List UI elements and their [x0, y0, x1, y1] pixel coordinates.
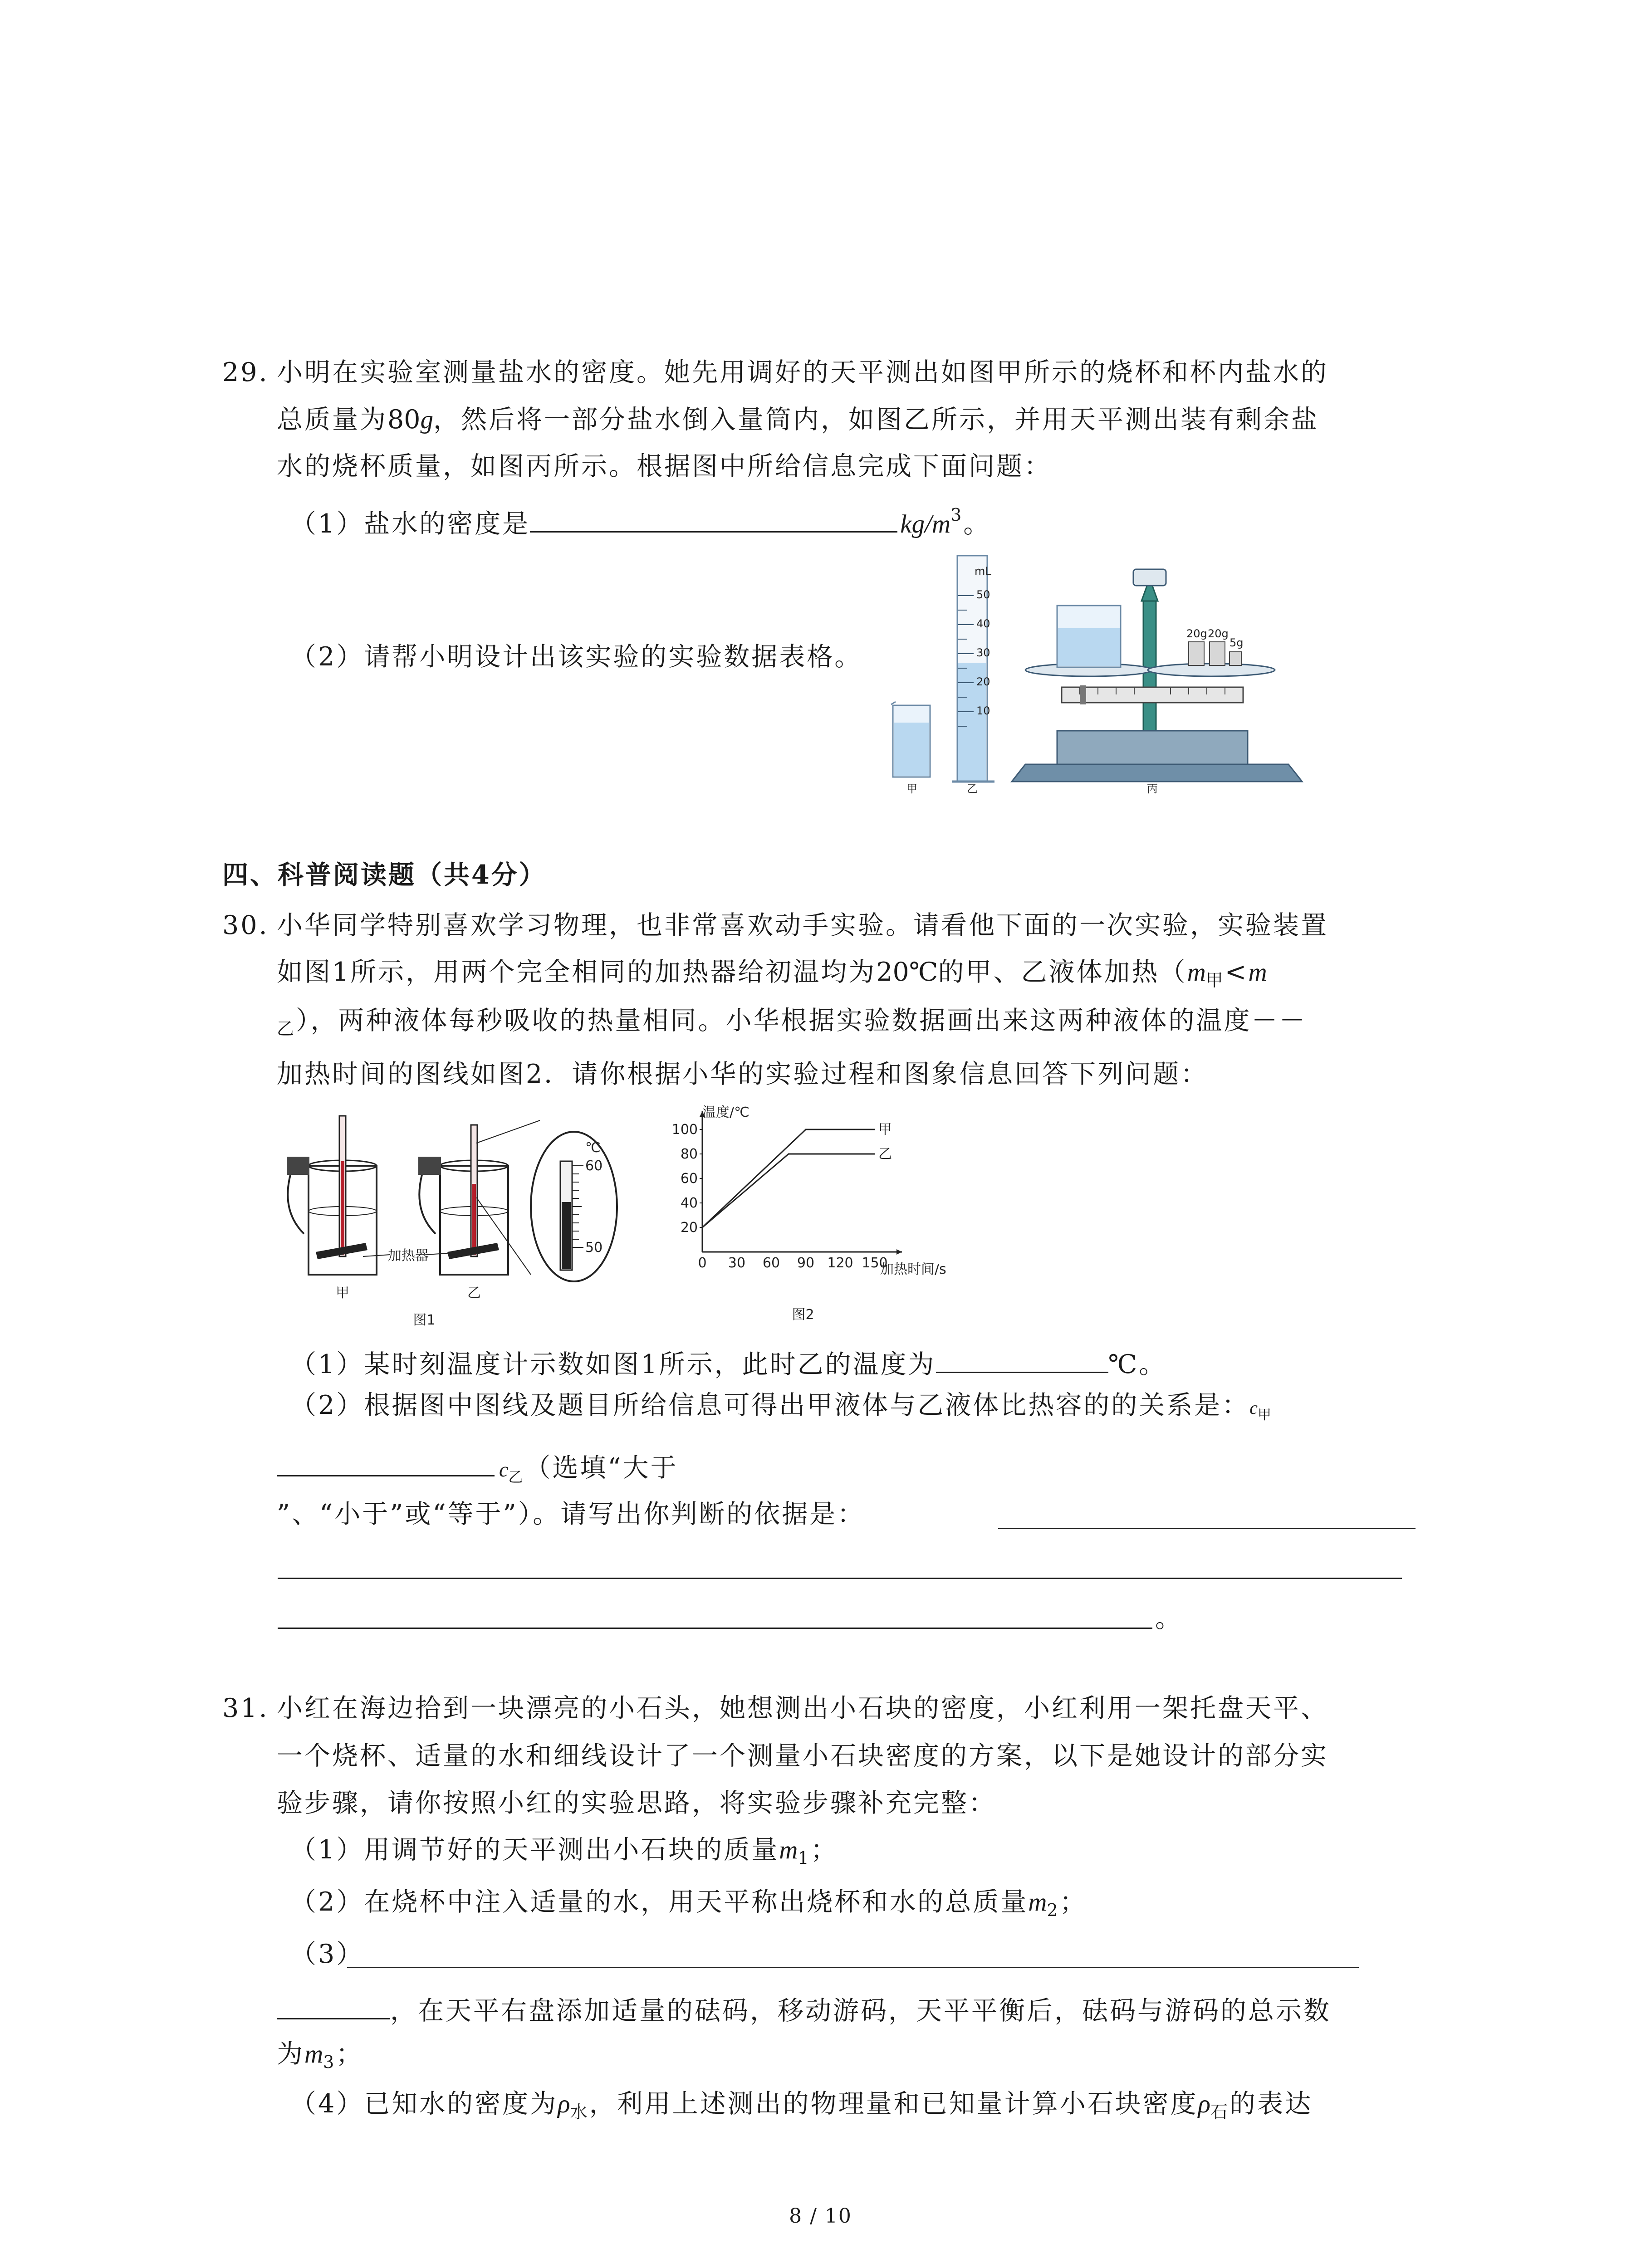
- q30-lt: <: [1225, 957, 1249, 987]
- cylinder-tick-30: 30: [976, 646, 990, 659]
- q30-part1-b: ℃。: [1108, 1349, 1167, 1379]
- chart-ylabel: 温度/℃: [702, 1105, 749, 1120]
- weight-5g: 5g: [1230, 636, 1244, 649]
- q31-step3-blank-2[interactable]: [277, 1993, 390, 2019]
- chart-xlabel: 加热时间/s: [880, 1261, 946, 1277]
- q30-c-sub-yi: 乙: [508, 1468, 525, 1486]
- page-number: 8 / 10: [789, 2204, 852, 2228]
- q31-step1-end: ；: [810, 1835, 838, 1865]
- q30-part2-b: （选填“大于: [524, 1453, 678, 1483]
- weight-20g-a: 20g: [1186, 627, 1207, 640]
- q29-line3: 水的烧杯质量，如图丙所示。根据图中所给信息完成下面问题：: [277, 451, 1052, 481]
- fig1-label-yi: 乙: [467, 1285, 481, 1301]
- q30-part2-a: （2）根据图中图线及题目所给信息可得出甲液体与乙液体比热容的的关系是：: [290, 1390, 1250, 1420]
- q31-line1: 小红在海边拾到一块漂亮的小石头，她想测出小石块的密度，小红利用一架托盘天平、: [277, 1693, 1328, 1723]
- q29-mass-unit: g: [420, 406, 434, 434]
- q31-m1: m: [779, 1836, 798, 1864]
- cylinder-tick-40: 40: [976, 617, 990, 630]
- q30-fig1: [277, 1107, 676, 1334]
- q31-m3: m: [304, 2040, 323, 2068]
- series-line-yi: [702, 1154, 875, 1227]
- y-tick-label: 20: [680, 1220, 698, 1236]
- q31-number: 31.: [222, 1693, 269, 1723]
- q30-c-sub-jia: 甲: [1258, 1407, 1274, 1423]
- q31-line3: 验步骤，请你按照小红的实验思路，将实验步骤补充完整：: [277, 1788, 996, 1818]
- q30-line3-text: ），两种液体每秒吸收的热量相同。小华根据实验数据画出来这两种液体的温度－－: [296, 1006, 1307, 1036]
- q30-c-jia: c: [1249, 1398, 1258, 1418]
- q30-temp-value: 20℃: [876, 957, 938, 987]
- q31-step3-label: （3）: [290, 1939, 364, 1969]
- q30-part1-a: （1）某时刻温度计示数如图1所示，此时乙的温度为: [290, 1349, 936, 1379]
- q30-line2-a: 如图1所示，用两个完全相同的加热器给初温均为: [277, 957, 877, 987]
- x-tick-label: 0: [698, 1255, 707, 1271]
- x-tick-label: 30: [728, 1255, 746, 1271]
- q30-number: 30.: [222, 910, 269, 940]
- series-line-jia: [702, 1129, 875, 1227]
- q29-number: 29.: [222, 357, 269, 387]
- q31-m2: m: [1028, 1888, 1047, 1916]
- q31-step3-line2: [277, 1993, 1331, 2024]
- q29-line2-b: ，然后将一部分盐水倒入量筒内，如图乙所示，并用天平测出装有剩余盐: [433, 405, 1319, 435]
- y-tick-label: 60: [680, 1171, 698, 1187]
- q30-m-symbol2: m: [1248, 958, 1267, 987]
- q30-part2-line3: ”、“小于”或“等于”）。请写出你判断的依据是：: [277, 1499, 865, 1529]
- beaker-jia-icon: [891, 702, 930, 777]
- q31-step2: [290, 1889, 1087, 1919]
- q29-mass-value: 80: [387, 405, 421, 435]
- q31-line2: 一个烧杯、适量的水和细线设计了一个测量小石块密度的方案，以下是她设计的部分实: [277, 1741, 1328, 1771]
- chart-series: [702, 1122, 892, 1227]
- q29-unit-slash: /: [925, 510, 932, 538]
- series-label-jia: 甲: [878, 1122, 892, 1138]
- y-tick-label: 100: [671, 1122, 698, 1138]
- cylinder-tick-10: 10: [976, 704, 990, 717]
- series-label-yi: 乙: [878, 1146, 892, 1162]
- section4-title: 四、科普阅读题（共4分）: [222, 860, 547, 890]
- q30-line1: 小华同学特别喜欢学习物理，也非常喜欢动手实验。请看他下面的一次实验，实验装置: [277, 910, 1328, 940]
- q30-part2-line2: [277, 1450, 678, 1484]
- beaker-jia-heating-icon: [287, 1116, 377, 1275]
- q29-density-answer-blank[interactable]: [530, 506, 897, 533]
- q30-reason-blank-1[interactable]: [998, 1528, 1416, 1529]
- q29-unit-exp: 3: [950, 505, 964, 525]
- fig1-thermo-tick-60: 60: [585, 1158, 603, 1174]
- label-jia: 甲: [906, 782, 917, 795]
- fig1-caption: 图1: [413, 1312, 436, 1328]
- x-axis-arrow: [896, 1249, 902, 1255]
- q31-step4-a: （4）已知水的密度为: [290, 2089, 558, 2119]
- label-bing: 丙: [1147, 782, 1158, 795]
- y-tick-label: 80: [680, 1146, 698, 1162]
- x-tick-label: 150: [862, 1255, 888, 1271]
- q31-step1: [290, 1837, 838, 1867]
- q30-m-symbol: m: [1187, 958, 1206, 987]
- q31-step2-text: （2）在烧杯中注入适量的水，用天平称出烧杯和水的总质量: [290, 1887, 1029, 1917]
- q31-step2-end: ；: [1059, 1887, 1087, 1917]
- q29-part2: （2）请帮小明设计出该实验的实验数据表格。: [290, 642, 862, 672]
- x-tick-label: 60: [762, 1255, 780, 1271]
- q30-part1: [290, 1346, 1166, 1378]
- y-tick-label: 40: [680, 1195, 698, 1211]
- q30-reason-blank-3[interactable]: [278, 1628, 1152, 1629]
- q31-rho-sub-stone: 石: [1210, 2102, 1230, 2122]
- cylinder-tick-20: 20: [976, 675, 990, 688]
- weight-20g-b: 20g: [1208, 627, 1229, 640]
- q30-line4: 加热时间的图线如图2．请你根据小华的实验过程和图象信息回答下列问题：: [277, 1059, 1209, 1089]
- q30-specific-heat-blank[interactable]: [277, 1450, 495, 1476]
- q30-line2: [277, 959, 1267, 989]
- q29-part1-end: 。: [963, 509, 991, 539]
- fig1-thermo-unit: ℃: [585, 1140, 601, 1156]
- q31-step3-line3: [277, 2041, 363, 2071]
- q29-figure: [889, 551, 1316, 796]
- q31-step4: [290, 2091, 1313, 2121]
- q29-unit-kg: kg: [900, 510, 925, 538]
- q29-line2: [277, 407, 1319, 433]
- q31-step3-end: ；: [336, 2039, 364, 2069]
- q30-line3: [277, 1008, 1307, 1037]
- q31-rho-stone: ρ: [1198, 2090, 1210, 2118]
- x-tick-label: 90: [797, 1255, 815, 1271]
- beaker-yi-heating-icon: [418, 1125, 508, 1275]
- q30-reason-blank-2[interactable]: [278, 1578, 1402, 1579]
- q30-c-yi: c: [499, 1458, 509, 1481]
- q29-part1: [290, 506, 991, 537]
- q31-step3-blank-1[interactable]: [347, 1967, 1359, 1968]
- fig2-caption: 图2: [792, 1307, 814, 1323]
- q31-step3-c: 为: [277, 2039, 304, 2069]
- q29-line1: 小明在实验室测量盐水的密度。她先用调好的天平测出如图甲所示的烧杯和杯内盐水的: [277, 357, 1328, 387]
- q30-temperature-blank[interactable]: [936, 1346, 1108, 1373]
- chart-axes: [700, 1111, 902, 1255]
- x-tick-label: 120: [827, 1255, 853, 1271]
- q31-m2-sub: 2: [1047, 1900, 1060, 1920]
- q30-m-sub-yi: 乙: [277, 1019, 296, 1039]
- q31-step3-b: ，在天平右盘添加适量的砝码，移动游码，天平平衡后，砝码与游码的总示数: [390, 1996, 1331, 2026]
- q29-part1-label: （1）盐水的密度是: [290, 509, 530, 539]
- q30-line2-b: 的甲、乙液体加热（: [938, 957, 1187, 987]
- label-yi: 乙: [967, 782, 978, 795]
- q29-unit-m: m: [931, 510, 951, 538]
- q31-step4-b: ，利用上述测出的物理量和已知量计算小石块密度: [589, 2089, 1198, 2119]
- fig1-label-jia: 甲: [336, 1285, 349, 1301]
- q30-fig2-chart: [671, 1102, 994, 1329]
- cylinder-unit: mL: [975, 565, 991, 577]
- q31-rho-sub-water: 水: [570, 2102, 589, 2122]
- chart-ticks: [672, 1122, 888, 1271]
- cylinder-tick-50: 50: [976, 588, 990, 601]
- fig1-thermo-tick-50: 50: [585, 1240, 603, 1256]
- q30-end-mark: 。: [1155, 1603, 1183, 1633]
- q31-step1-text: （1）用调节好的天平测出小石块的质量: [290, 1835, 779, 1865]
- q31-m1-sub: 1: [798, 1848, 811, 1868]
- balance-scale-icon: [1012, 569, 1302, 782]
- q30-m-sub-jia: 甲: [1205, 970, 1225, 990]
- fig1-heater-label: 加热器: [388, 1248, 429, 1264]
- q30-part2: [290, 1390, 1274, 1423]
- q29-line2-a: 总质量为: [277, 405, 387, 435]
- q31-rho-water: ρ: [558, 2090, 570, 2118]
- q31-step4-c: 的表达: [1230, 2089, 1313, 2119]
- q31-m3-sub: 3: [323, 2052, 336, 2072]
